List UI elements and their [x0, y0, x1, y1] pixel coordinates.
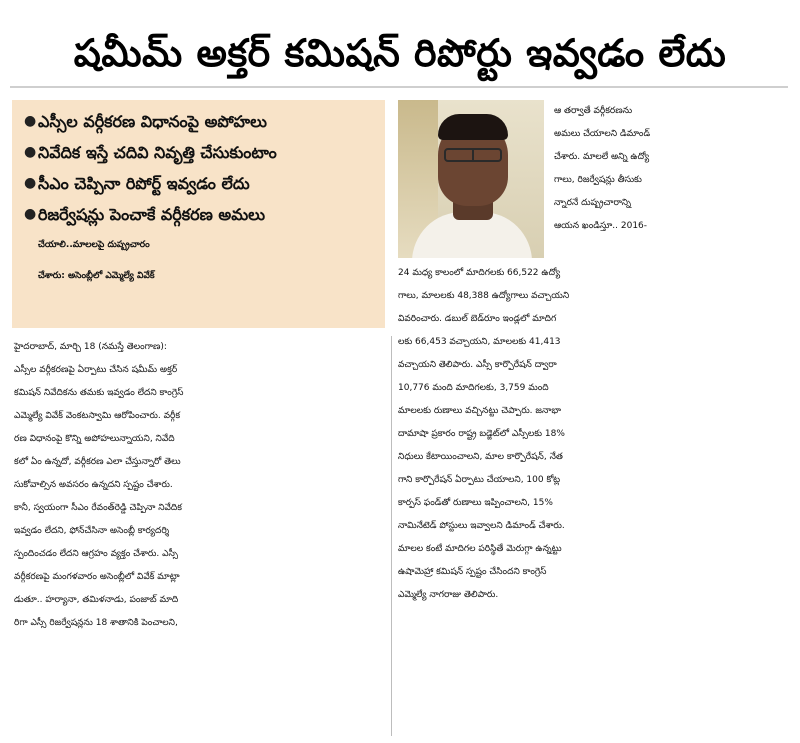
- bullet-icon: ●: [24, 206, 37, 222]
- highlight-continuation: చేయాలి..మాలలపై దుష్ప్రచారం: [38, 240, 150, 250]
- highlight-text: నివేదిక ఇస్తే చదివి నివృత్తి చేసుకుంటాం: [38, 143, 277, 162]
- article-line: అమలు చేయాలని డిమాండ్: [554, 129, 651, 139]
- article-line: గాని కార్పొరేషన్ ఏర్పాటు చేయాలని, 100 కోట్ల: [398, 475, 561, 485]
- highlight-item: [24, 106, 379, 137]
- bullet-icon: ●: [24, 175, 37, 191]
- headline: షమీమ్ అక్తర్ కమిషన్ రిపోర్టు ఇవ్వడం లేదు: [73, 31, 727, 75]
- column-divider: [391, 336, 392, 736]
- article-line: ఉషామెహ్రా కమిషన్ స్పష్టం చేసిందని కాంగ్రెస్: [398, 567, 547, 577]
- article-line: గాలు, మాలలకు 48,388 ఉద్యోగాలు వచ్చాయని: [398, 291, 570, 301]
- highlight-item: [24, 199, 379, 230]
- article-line: నిధులు కేటాయించాలని, మాల కార్పొరేషన్, నేత: [398, 452, 563, 462]
- article-line: కమిషన్ నివేదికను తమకు ఇవ్వడం లేదని కాంగ్రెస్: [14, 388, 184, 398]
- highlight-text: ఎస్సీల వర్గీకరణ విధానంపై అపోహలు: [38, 112, 267, 131]
- article-line: న్నారనే దుష్ప్రచారాన్ని: [554, 198, 632, 208]
- highlight-text: రిజర్వేషన్లు పెంచాకే వర్గీకరణ అమలు: [38, 205, 266, 224]
- highlights-box: [12, 100, 385, 328]
- article-line: మాలలకు రుణాలు వచ్చినట్టు చెప్పారు. జనాభా: [398, 406, 561, 416]
- article-line: ఇవ్వడం లేదని, ఫోన్‌చేసినా అసెంబ్లీ కార్యదర్శి: [14, 526, 170, 536]
- article-line: గాలు, రిజర్వేషన్లు తీసుకు: [554, 175, 642, 185]
- article-line: వర్గీకరణపై మంగళవారం అసెంబ్లీలో వివేక్ మాట్లా: [14, 572, 180, 582]
- article-line: కానీ, స్వయంగా సీఎం రేవంత్‌రెడ్డి చెప్పినా నివేదిక: [14, 503, 182, 513]
- article-line: రిగా ఎస్సీ రిజర్వేషన్లను 18 శాతానికి పెంచాలని,: [14, 618, 178, 628]
- highlight-item: [24, 137, 379, 168]
- article-line: మాలల కంటే మాదిగల పరిస్థితే మెరుగ్గా ఉన్నట్టు: [398, 544, 562, 554]
- article-column-right-top: [554, 100, 788, 238]
- article-column-right-bottom: [398, 262, 788, 607]
- portrait-photo: [398, 100, 544, 258]
- article-line: కలో ఏం ఉన్నదో, వర్గీకరణ ఎలా చేస్తున్నారో తెలు: [14, 457, 181, 467]
- article-line: స్పందించడం లేదని ఆగ్రహం వ్యక్తం చేశారు. ఎస్సీ: [14, 549, 179, 559]
- article-line: నామినేటెడ్ పోస్టులు ఇవ్వాలని డిమాండ్ చేశారు.: [398, 521, 565, 531]
- article-line: లకు 66,453 వచ్చాయని, మాలలకు 41,413: [398, 337, 561, 347]
- article-line: సుకోవాల్సిన అవసరం ఉన్నదని స్పష్టం చేశారు.: [14, 480, 173, 490]
- highlight-text: సీఎం చెప్పినా రిపోర్ట్ ఇవ్వడం లేదు: [38, 174, 250, 193]
- article-line: దామాషా ప్రకారం రాష్ట్ర బడ్జెట్‌లో ఎస్సీలకు 18%: [398, 429, 565, 439]
- article-line: డుతూ.. హర్యానా, తమిళనాడు, పంజాబ్ మాది: [14, 595, 179, 605]
- article-line: 24 మధ్య కాలంలో మాదిగలకు 66,522 ఉద్యో: [398, 268, 561, 278]
- article-line: కార్పస్ ఫండ్‌తో రుణాలు ఇప్పించాలని, 15%: [398, 498, 553, 508]
- article-line: 10,776 మంది మాదిగలకు, 3,759 మంది: [398, 383, 549, 393]
- article-line: హైదరాబాద్, మార్చి 18 (నమస్తే తెలంగాణ):: [14, 342, 167, 352]
- article-line: ఆ తర్వాతే వర్గీకరణను: [554, 106, 633, 116]
- article-line: ఎమ్మెల్యే వివేక్ వెంకటస్వామి ఆరోపించారు. వర్గీక: [14, 411, 181, 421]
- article-line: ఆయన ఖండిస్తూ.. 2016-: [554, 221, 648, 231]
- article-line: ఎస్సీల వర్గీకరణపై ఏర్పాటు చేసిన షమీమ్ అక్తర్: [14, 365, 178, 375]
- bullet-icon: ●: [24, 113, 37, 129]
- article-line: రణ విధానంపై కొన్ని అపోహలున్నాయని, నివేది: [14, 434, 175, 444]
- article-line: ఎమ్మెల్యే నాగరాజు తెలిపారు.: [398, 590, 499, 600]
- bullet-icon: ●: [24, 144, 37, 160]
- headline-rule: [10, 86, 788, 88]
- highlight-item: [24, 168, 379, 199]
- article-column-left: [14, 336, 386, 635]
- article-line: వచ్చాయని తెలిపారు. ఎస్సీ కార్పొరేషన్ ద్వారా: [398, 360, 557, 370]
- article-line: చేశారు. మాలలే అన్ని ఉద్యో: [554, 152, 650, 162]
- highlight-continuation: చేశారు: అసెంబ్లీలో ఎమ్మెల్యే వివేక్: [38, 271, 155, 281]
- article-line: వివరించారు. డబుల్ బెడ్‌రూం ఇండ్లలో మాదిగ: [398, 314, 557, 324]
